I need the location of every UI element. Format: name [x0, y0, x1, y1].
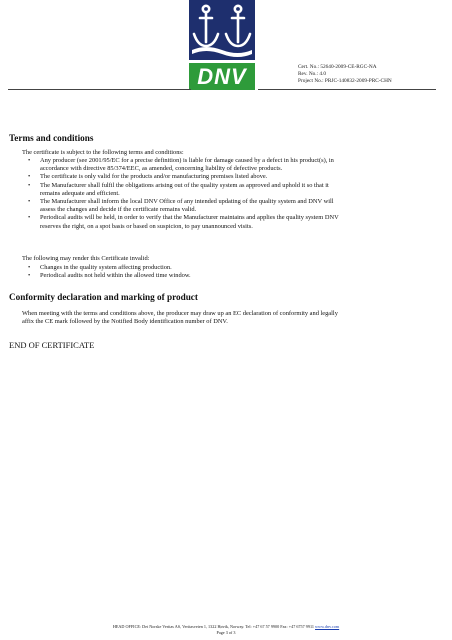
dnv-wordmark: [189, 63, 255, 90]
list-item: • Changes in the quality system affecting production.: [28, 264, 172, 271]
footer-office-text: HEAD OFFICE: Det Norske Veritas AS, Veritasveien 1, 1322 Høvik, Norway. Tel: +47 67 57 9900 Fax: +47 6757 9911: [112, 624, 314, 629]
list-item: • The certificate is only valid for the products and/or manufacturing premises listed above.: [28, 173, 268, 181]
header-rule-left: [8, 89, 191, 90]
website-link[interactable]: www.dnv.com: [315, 624, 340, 629]
certificate-meta: [298, 64, 392, 85]
list-item: • Periodical audits not held within the allowed time window.: [28, 272, 191, 280]
end-of-certificate: END OF CERTIFICATE: [9, 340, 95, 350]
conformity-text: When meeting with the terms and conditions above, the producer may draw up an EC declaration of conformity and legally affix the CE mark followed by the Notified Body identification number of DNV.: [22, 310, 338, 326]
anchor-icon: [189, 0, 255, 60]
page-number: Page 3 of 3: [216, 630, 236, 635]
conformity-heading: Conformity declaration and marking of product: [9, 292, 198, 302]
invalid-list: [28, 264, 191, 280]
footer-office: [0, 624, 452, 630]
list-item: • The Manufacturer shall inform the local DNV Office of any intended updating of the quality system and DNV will assess the changes and decide if the certificate remains valid.: [28, 198, 334, 214]
project-number: Project No.: PRJC-140832-2009-PRC-CHN: [298, 78, 392, 84]
cert-number: Cert. No.: 52640-2009-CE-RGC-NA: [298, 64, 377, 70]
terms-list: [28, 157, 339, 231]
list-item: • Periodical audits will be held, in order to verify that the Manufacturer maintains and applies the quality system DNV reserves the right, on a spot basis or based on suspicion, to pay unannounced visits.: [28, 214, 339, 230]
terms-intro: The certificate is subject to the following terms and conditions:: [22, 149, 184, 156]
list-item: • The Manufacturer shall fulfil the obligations arising out of the quality system as approved and uphold it so that it remains adequate and efficient.: [28, 181, 329, 197]
logo-text: DNV: [197, 63, 247, 89]
dnv-logo: [189, 0, 255, 90]
invalid-intro: The following may render this Certificate invalid:: [22, 255, 150, 262]
revision-number: Rev. No.: 4.0: [298, 71, 327, 77]
terms-heading: Terms and conditions: [9, 133, 94, 143]
list-item: • Any producer (see 2001/95/EC for a precise definition) is liable for damage caused by a defect in his product(s), in accordance with directive 85/374/EEC, as amended, concerning liability of defective products.: [28, 157, 334, 173]
header-rule-right: [258, 89, 436, 90]
dnv-emblem: [189, 0, 255, 60]
